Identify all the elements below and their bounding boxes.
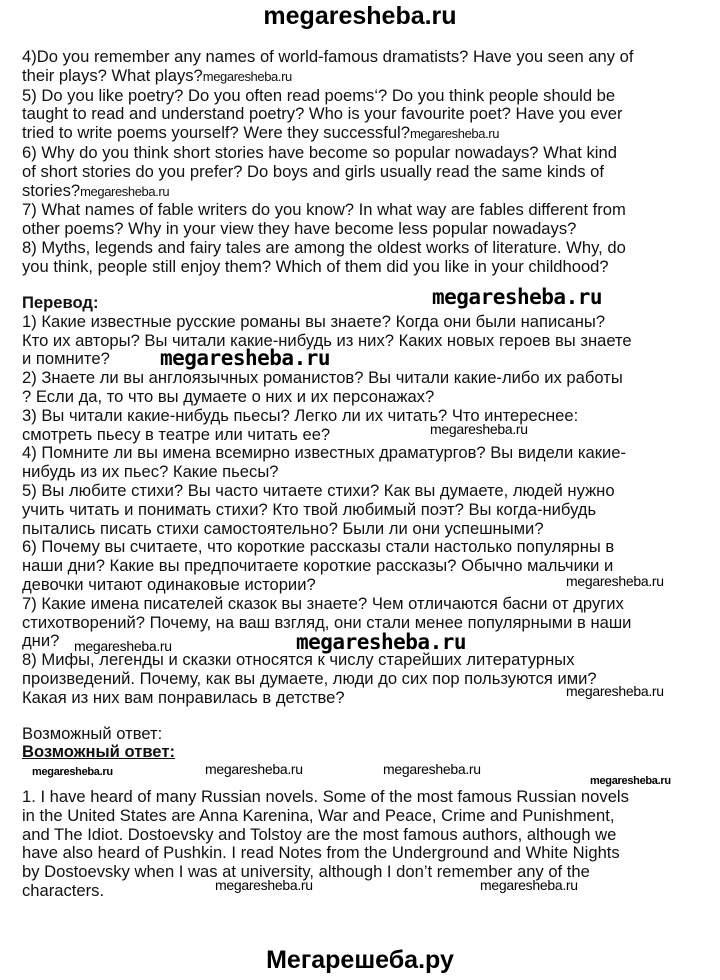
line-text: произведений. Почему, как вы думаете, люди до сих пор пользуются ими? xyxy=(22,668,597,688)
answer-line xyxy=(22,807,629,826)
line-text: ? Если да, то что вы думаете о них и их персонажах? xyxy=(22,386,435,406)
translation-line xyxy=(22,595,632,614)
line-text: and The Idiot. Dostoevsky and Tolstoy are the most famous authors, although we xyxy=(22,824,617,844)
line-text: наши дни? Какие вы предпочитаете короткие рассказы? Обычно мальчики и xyxy=(22,556,614,576)
line-text: 5) Вы любите стихи? Вы часто читаете стихи? Как вы думаете, людей нужно xyxy=(22,480,615,500)
possible-answer-heading: Возможный ответ: xyxy=(22,742,175,761)
translation-line xyxy=(22,557,632,576)
watermark: megaresheba.ru xyxy=(480,877,578,893)
line-text: tried to write poems yourself? Were they successful? xyxy=(22,123,410,143)
answer-line xyxy=(22,844,629,863)
translation-line xyxy=(22,538,632,557)
watermark: megaresheba.ru xyxy=(296,630,467,654)
watermark: megaresheba.ru xyxy=(74,638,172,654)
watermark: megaresheba.ru xyxy=(160,346,331,370)
line-text: 7) What names of fable writers do you know? In what way are fables different from xyxy=(22,200,626,220)
watermark: megaresheba.ru xyxy=(430,421,528,437)
watermark: megaresheba.ru xyxy=(566,573,664,589)
question-line xyxy=(22,87,633,106)
translation-line xyxy=(22,369,632,388)
line-text: Кто их авторы? Вы читали какие-нибудь из них? Каких новых героев вы знаете xyxy=(22,330,632,350)
question-line xyxy=(22,163,633,182)
question-line xyxy=(22,220,633,239)
watermark: megaresheba.ru xyxy=(432,285,603,309)
line-text: 2) Знаете ли вы англоязычных романистов? Вы читали какие-либо их работы xyxy=(22,368,623,388)
translation-line xyxy=(22,407,632,426)
line-text: 1) Какие известные русские романы вы знаете? Когда они были написаны? xyxy=(22,311,606,331)
line-text: учить читать и понимать стихи? Кто твой любимый поэт? Вы когда-нибудь xyxy=(22,499,597,519)
line-text: stories? xyxy=(22,180,81,200)
line-text: 4) Помните ли вы имена всемирно известных драматургов? Вы видели какие- xyxy=(22,443,626,463)
question-line xyxy=(22,48,633,67)
watermark: megaresheba.ru xyxy=(215,877,313,893)
line-text: their plays? What plays? xyxy=(22,65,203,85)
possible-answer-label: Возможный ответ: xyxy=(22,724,163,743)
questions-english xyxy=(22,48,633,277)
translation-line xyxy=(22,501,632,520)
watermark: megaresheba.ru xyxy=(409,126,500,142)
question-line xyxy=(22,67,633,87)
line-text: other poems? Why in your view they have become less popular nowadays? xyxy=(22,219,577,239)
line-text: by Dostoevsky when I was at university, although I don’t remember any of the xyxy=(22,862,590,882)
translation-line xyxy=(22,426,632,445)
translation-line xyxy=(22,482,632,501)
line-text: 6) Почему вы считаете, что короткие рассказы стали настолько популярны в xyxy=(22,537,615,557)
question-line xyxy=(22,258,633,277)
translation-title: Перевод: xyxy=(22,293,99,312)
translation-line xyxy=(22,689,632,708)
translation-line xyxy=(22,520,632,539)
watermark: megaresheba.ru xyxy=(590,775,671,787)
line-text: 6) Why do you think short stories have become so popular nowadays? What kind xyxy=(22,142,617,162)
answer-line xyxy=(22,788,629,807)
line-text: in the United States are Anna Karenina, War and Peace, Crime and Punishment, xyxy=(22,805,615,825)
line-text: Какая из них вам понравилась в детстве? xyxy=(22,687,345,707)
line-text: нибудь из их пьес? Какие пьесы? xyxy=(22,462,279,482)
site-footer: Мегарешеба.ру xyxy=(266,946,454,974)
line-text: taught to read and understand poetry? Who is your favourite poet? Have you ever xyxy=(22,104,623,124)
line-text: 1. I have heard of many Russian novels. Some of the most famous Russian novels xyxy=(22,787,629,806)
translation-line xyxy=(22,388,632,407)
line-text: смотреть пьесу в театре или читать ее? xyxy=(22,424,331,444)
line-text: 8) Myths, legends and fairy tales are among the oldest works of literature. Why, do xyxy=(22,237,626,257)
translation-line xyxy=(22,670,632,689)
site-header: megaresheba.ru xyxy=(263,2,457,30)
watermark: megaresheba.ru xyxy=(566,683,664,699)
line-text: you think, people still enjoy them? Which of them did you like in your childhood? xyxy=(22,256,609,276)
translation-line xyxy=(22,576,632,595)
watermark: megaresheba.ru xyxy=(205,761,303,777)
line-text: стихотворений? Почему, на ваш взгляд, они стали менее популярными в наши xyxy=(22,612,632,632)
translation-line xyxy=(22,313,632,332)
line-text: have also heard of Pushkin. I read Notes from the Underground and White Nights xyxy=(22,843,620,863)
translation-line xyxy=(22,444,632,463)
line-text: 4)Do you remember any names of world-famous dramatists? Have you seen any of xyxy=(22,47,634,66)
line-text: characters. xyxy=(22,880,105,900)
watermark: megaresheba.ru xyxy=(32,766,113,778)
line-text: и помните? xyxy=(22,349,110,369)
question-line xyxy=(22,239,633,258)
watermark: megaresheba.ru xyxy=(383,761,481,777)
line-text: девочки читают одинаковые истории? xyxy=(22,574,316,594)
line-text: of short stories do you prefer? Do boys and girls usually read the same kinds of xyxy=(22,161,605,181)
line-text: 3) Вы читали какие-нибудь пьесы? Легко ли их читать? Что интереснее: xyxy=(22,405,579,425)
line-text: 7) Какие имена писателей сказок вы знаете? Чем отличаются басни от других xyxy=(22,593,624,613)
line-text: пытались писать стихи самостоятельно? Были ли они успешными? xyxy=(22,518,544,538)
line-text: 8) Мифы, легенды и сказки относятся к числу старейших литературных xyxy=(22,650,575,670)
line-text: дни? xyxy=(22,631,60,651)
question-line xyxy=(22,201,633,220)
question-line xyxy=(22,144,633,163)
question-line xyxy=(22,105,633,124)
answer-line xyxy=(22,826,629,845)
line-text: 5) Do you like poetry? Do you often read poems‘? Do you think people should be xyxy=(22,85,616,105)
watermark: megaresheba.ru xyxy=(202,68,292,84)
watermark: megaresheba.ru xyxy=(80,183,170,199)
question-line xyxy=(22,124,633,144)
translation-line xyxy=(22,463,632,482)
question-line xyxy=(22,182,633,202)
